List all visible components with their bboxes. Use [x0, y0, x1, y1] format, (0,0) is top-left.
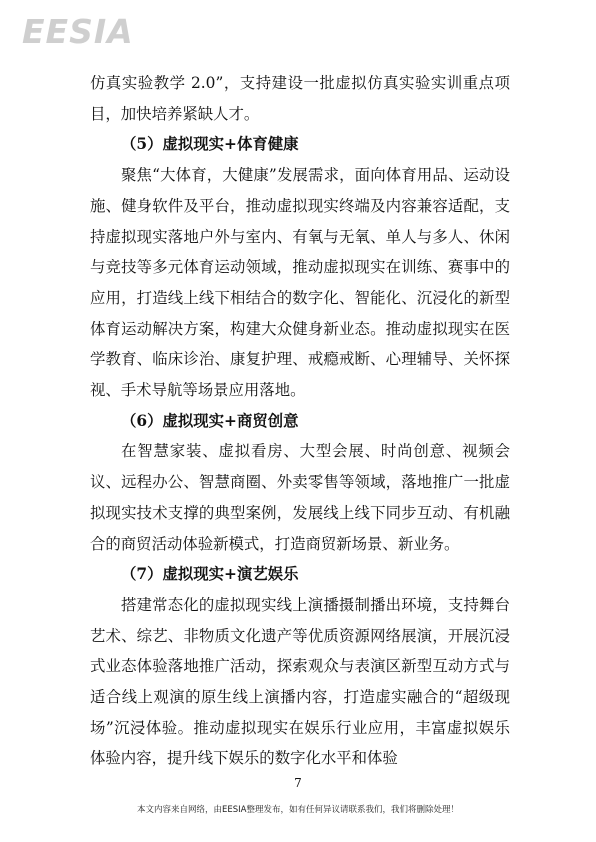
document-body — [90, 68, 510, 774]
footer-disclaimer: 本文内容来自网络，由EESIA整理发布，如有任何异议请联系我们，我们将删除处理！ — [137, 805, 459, 815]
paragraph-performing-entertainment: 搭建常态化的虚拟现实线上演播摄制播出环境，支持舞台艺术、综艺、非物质文化遗产等优质资源网络展演，开展沉浸式业态体验落地推广活动，探索观众与表演区新型互动方式与适合线上观演的原生线上演播内容，打造虚实融合的“超级现场”沉浸体验。推动虚拟现实在娱乐行业应用，丰富虚拟娱乐体验内容，提升线下娱乐的数字化水平和体验 — [90, 595, 510, 768]
section-heading-6: （6）虚拟现实+商贸创意 — [121, 411, 299, 430]
eesia-logo: EESIA — [22, 12, 134, 51]
paragraph-sports-health: 聚焦“大体育，大健康”发展需求，面向体育用品、运动设施、健身软件及平台，推动虚拟现实终端及内容兼容适配，支持虚拟现实落地户外与室内、有氧与无氧、单人与多人、休闲与竞技等多元体育运动领域，推动虚拟现实在训练、赛事中的应用，打造线上线下相结合的数字化、智能化、沉浸化的新型体育运动解决方案，构建大众健身新业态。推动虚拟现实在医学教育、临床诊治、康复护理、戒瘾戒断、心理辅导、关怀探视、手术导航等场景应用落地。 — [90, 166, 510, 400]
section-heading-7: （7）虚拟现实+演艺娱乐 — [121, 565, 299, 584]
section-heading-5: （5）虚拟现实+体育健康 — [121, 135, 299, 154]
paragraph-commerce-creative: 在智慧家装、虚拟看房、大型会展、时尚创意、视频会议、远程办公、智慧商圈、外卖零售等领域，落地推广一批虚拟现实技术支撑的典型案例，发展线上线下同步互动、有机融合的商贸活动体验新模式，打造商贸新场景、新业务。 — [90, 442, 510, 553]
paragraph-continuation: 仿真实验教学 2.0”，支持建设一批虚拟仿真实验实训重点项目，加快培养紧缺人才。 — [90, 74, 510, 123]
page-number: 7 — [294, 776, 302, 790]
